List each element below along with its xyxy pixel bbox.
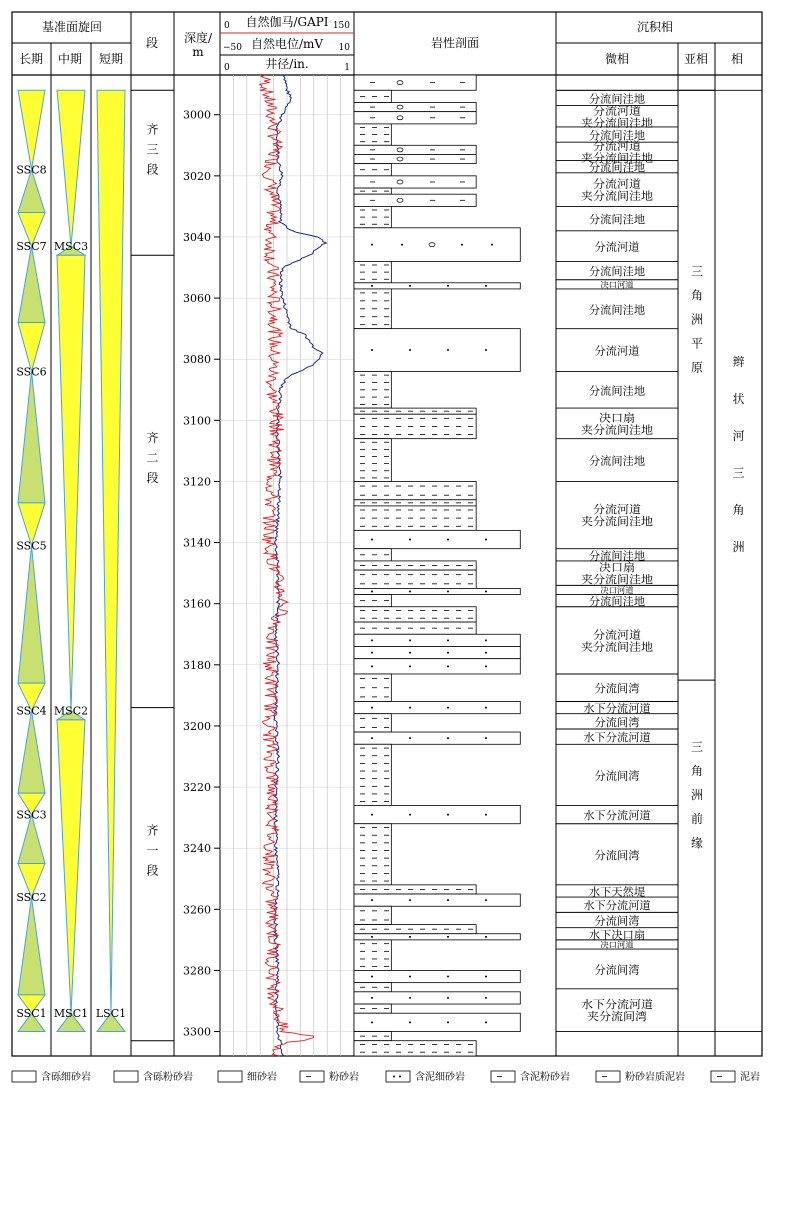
pattern-dot (409, 539, 411, 541)
lithology-bed (354, 659, 520, 674)
microfacies-label-cont: 夹分流间洼地 (581, 515, 647, 529)
legend-label: 细砂岩 (247, 1072, 277, 1083)
microfacies-label: 分流间湾 (594, 914, 639, 928)
pattern-dot (371, 652, 373, 654)
mid_cycles-rising-half (57, 255, 85, 710)
header-gr-max: 150 (332, 21, 350, 31)
legend-label: 泥岩 (740, 1072, 760, 1083)
header-cal-label: 井径/in. (265, 57, 309, 71)
header-long: 长期 (18, 52, 44, 66)
subfacies-label: 三角洲平原 (689, 265, 704, 386)
microfacies-label-cont: 夹分流间洼地 (581, 151, 647, 165)
pattern-dot (409, 349, 411, 351)
legend-item (491, 1070, 570, 1083)
depth-tick-label: 3060 (183, 292, 211, 306)
long_cycles-falling-half (18, 546, 45, 684)
lithology-bed (354, 906, 391, 924)
long_cycles-falling-half (18, 711, 45, 794)
microfacies-label: 分流间湾 (594, 715, 639, 729)
depth-tick-label: 3300 (183, 1025, 211, 1039)
microfacies-label: 分流河道 (593, 628, 637, 642)
depth-tick-label: 3080 (183, 353, 211, 367)
pattern-dot (447, 1021, 449, 1023)
lithology-bed (354, 970, 520, 982)
microfacies-label: 分流间洼地 (588, 213, 644, 227)
microfacies-label: 分流间湾 (594, 769, 639, 783)
pattern-dot (401, 244, 403, 246)
pattern-dot (491, 244, 493, 246)
pattern-dot (399, 1076, 401, 1078)
header-cal-min: 0 (224, 63, 230, 73)
long_cycles-label: SSC3 (16, 808, 47, 822)
lithology-bed (354, 646, 520, 658)
pattern-dot (485, 652, 487, 654)
pattern-dot (371, 976, 373, 978)
mid_cycles-rising-half (57, 90, 85, 246)
depth-tick-label: 3000 (183, 108, 211, 122)
long_cycles-label: SSC5 (16, 539, 47, 553)
microfacies-label: 决口河道 (600, 279, 634, 290)
pattern-dot (485, 639, 487, 641)
legend (12, 1070, 760, 1083)
header-gr-min: 0 (224, 21, 230, 31)
header-facies: 沉积相 (636, 20, 674, 34)
lithology-bed (354, 1013, 520, 1031)
microfacies-label: 分流间洼地 (588, 595, 644, 609)
microfacies-label: 水下分流河道 (583, 702, 650, 716)
pattern-dot (371, 899, 373, 901)
lithology-bed (354, 1041, 476, 1056)
microfacies-label: 分流河道 (593, 104, 637, 118)
header-micro: 微相 (604, 52, 630, 66)
pattern-dot (371, 707, 373, 709)
pattern-dot (409, 707, 411, 709)
subfacies-label: 三角洲前缘 (689, 740, 704, 861)
pattern-dot (371, 539, 373, 541)
microfacies-label: 决口河道 (600, 939, 634, 950)
microfacies-label: 分流河道 (593, 177, 637, 191)
legend-item (386, 1070, 465, 1083)
pattern-dot (409, 285, 411, 287)
pattern-dot (409, 590, 411, 592)
lithology-bed (354, 481, 476, 499)
microfacies-label-cont: 夹分流间洼地 (581, 423, 647, 437)
microfacies-label: 水下分流河道 (581, 998, 647, 1012)
mid_cycles-label: MSC3 (53, 240, 89, 254)
long_cycles-label: SSC6 (16, 365, 47, 379)
microfacies-label: 分流间洼地 (588, 129, 644, 143)
pattern-dot (485, 976, 487, 978)
pattern-dot (409, 652, 411, 654)
lithology-bed (354, 588, 520, 594)
header-sp-label: 自然电位/mV (250, 37, 324, 51)
pattern-dot (485, 707, 487, 709)
microfacies-label: 决口扇 (599, 411, 632, 425)
depth-tick-label: 3140 (183, 536, 211, 550)
microfacies-label: 水下分流河道 (583, 899, 650, 913)
depth-tick-label: 3240 (183, 842, 211, 856)
microfacies-label: 分流间洼地 (588, 265, 644, 279)
microfacies-label: 分流间洼地 (588, 92, 644, 106)
lithology-bed (354, 992, 520, 1004)
long_cycles-label: SSC1 (16, 1007, 47, 1021)
pattern-dot (485, 814, 487, 816)
facies-label: 辫状河三角洲 (731, 355, 745, 578)
depth-tick-label: 3260 (183, 903, 211, 917)
pattern-dot (409, 899, 411, 901)
depth-tick-label: 3040 (183, 230, 211, 244)
microfacies-label-cont: 夹分流间洼地 (581, 189, 647, 203)
lithology-bed (354, 283, 520, 289)
microfacies-label: 水下分流河道 (583, 809, 650, 823)
legend-swatch (218, 1071, 242, 1082)
log-tracks (220, 75, 354, 1056)
legend-label: 含泥粉砂岩 (520, 1072, 570, 1083)
long_cycles-rising-half (18, 90, 45, 169)
subfacies-column (678, 90, 745, 860)
microfacies-label: 分流间湾 (594, 682, 639, 696)
lithology-bed (354, 228, 520, 262)
pattern-dot (371, 639, 373, 641)
lithology-bed (354, 701, 520, 713)
pattern-dot (447, 707, 449, 709)
lithology-bed (354, 934, 520, 940)
pattern-dot (447, 285, 449, 287)
segment-label: 齐三段 (145, 122, 159, 183)
header-sp-min: −50 (223, 43, 242, 53)
header-sub: 亚相 (683, 52, 709, 66)
legend-item (596, 1070, 685, 1083)
microfacies-label-cont: 夹分流间湾 (587, 1010, 642, 1024)
pattern-dot (409, 976, 411, 978)
microfacies-label: 水下天然堤 (588, 885, 644, 899)
depth-tick-label: 3020 (183, 169, 211, 183)
microfacies-label: 水下分流河道 (583, 731, 650, 745)
pattern-dot (409, 814, 411, 816)
lithology-bed (354, 744, 391, 805)
microfacies-label: 水下决口扇 (588, 928, 644, 942)
mid_cycles-rising-half (57, 720, 85, 1013)
microfacies-label: 分流间洼地 (588, 161, 644, 175)
lithology-bed (354, 805, 520, 823)
depth-tick-label: 3180 (183, 658, 211, 672)
depth-column (183, 109, 220, 1039)
legend-label: 含砾细砂岩 (41, 1072, 91, 1083)
microfacies-label: 分流间洼地 (588, 549, 644, 563)
lithology-bed (354, 329, 520, 372)
lithology-bed (354, 824, 391, 885)
pattern-dot (447, 639, 449, 641)
legend-swatch (596, 1071, 620, 1082)
microfacies-label-cont: 夹分流间洼地 (581, 640, 647, 654)
depth-tick-label: 3100 (183, 414, 211, 428)
short_cycles-label: LSC1 (95, 1007, 127, 1021)
microfacies-label: 分流河道 (593, 139, 637, 153)
pattern-dot (447, 349, 449, 351)
short_cycles-rising-half (97, 90, 125, 1013)
long_cycles-label: SSC2 (16, 891, 47, 905)
long_cycles-label: SSC4 (16, 704, 47, 718)
lithology-bed (354, 439, 391, 482)
long_cycles-label: SSC8 (16, 163, 47, 177)
header-segment: 段 (145, 36, 159, 50)
long_cycles-falling-half (18, 815, 45, 864)
microfacies-label: 分流间洼地 (588, 303, 644, 317)
pattern-dot (447, 936, 449, 938)
pattern-dot (485, 539, 487, 541)
pattern-dot (371, 590, 373, 592)
legend-item (300, 1070, 359, 1083)
pattern-dot (409, 997, 411, 999)
long_cycles-falling-half (18, 371, 45, 502)
pattern-dot (371, 285, 373, 287)
mid_cycles-label: MSC1 (53, 1007, 89, 1021)
long_cycles-label: SSC7 (16, 240, 47, 254)
pattern-dot (447, 814, 449, 816)
lithology-bed (354, 570, 476, 588)
pattern-dot (485, 737, 487, 739)
header-mid: 中期 (57, 52, 83, 66)
pattern-dot (409, 639, 411, 641)
legend-item (12, 1070, 91, 1083)
pattern-dot (447, 997, 449, 999)
microfacies-label-cont: 夹分流间洼地 (581, 116, 647, 130)
microfacies-label: 分流河道 (594, 240, 639, 254)
long_cycles-falling-half (18, 897, 45, 995)
header-gr-label: 自然伽马/GAPI (245, 15, 329, 29)
lithology-bed (354, 530, 520, 548)
microfacies-label: 分流间湾 (594, 963, 639, 977)
lithology-bed (354, 634, 520, 646)
long_cycles-falling-half (18, 246, 45, 322)
legend-swatch (711, 1071, 735, 1082)
cycle-columns (16, 90, 126, 1031)
segment-label: 齐二段 (145, 431, 159, 492)
legend-label: 粉砂岩质泥岩 (625, 1072, 685, 1083)
lithology-column (354, 75, 520, 1056)
pattern-dot (447, 652, 449, 654)
legend-item (218, 1070, 277, 1083)
depth-tick-label: 3280 (183, 964, 211, 978)
pattern-dot (447, 539, 449, 541)
depth-tick-label: 3120 (183, 475, 211, 489)
lithology-bed (354, 940, 391, 971)
segment-label: 齐一段 (145, 824, 159, 885)
pattern-dot (485, 997, 487, 999)
header-depth-line1: 深度/ (183, 31, 213, 45)
pattern-dot (485, 285, 487, 287)
pattern-dot (447, 665, 449, 667)
legend-swatch (300, 1071, 324, 1082)
pattern-dot (447, 976, 449, 978)
pattern-dot (461, 244, 463, 246)
pattern-dot (409, 665, 411, 667)
legend-label: 含泥细砂岩 (415, 1072, 465, 1083)
pattern-dot (371, 665, 373, 667)
header-base-cycle: 基准面旋回 (41, 20, 103, 34)
pattern-dot (447, 590, 449, 592)
pattern-dot (371, 737, 373, 739)
legend-label: 含砾粉砂岩 (143, 1072, 193, 1083)
pattern-dot (485, 590, 487, 592)
depth-tick-label: 3160 (183, 597, 211, 611)
pattern-dot (485, 349, 487, 351)
mid_cycles-label: MSC2 (53, 704, 89, 718)
legend-item (711, 1070, 760, 1083)
header-lith: 岩性剖面 (430, 36, 480, 50)
microfacies-label: 决口扇 (599, 561, 632, 575)
lithology-bed (354, 714, 391, 732)
header-sp-max: 10 (338, 43, 350, 53)
microfacies-label: 分流河道 (593, 503, 637, 517)
legend-swatch (12, 1071, 36, 1082)
pattern-dot (409, 1021, 411, 1023)
legend-item (114, 1070, 193, 1083)
lithology-bed (354, 732, 520, 744)
microfacies-label: 分流河道 (594, 344, 639, 358)
microfacies-label: 决口河道 (600, 585, 634, 596)
lithology-bed (354, 894, 520, 906)
long_cycles-rising-half (18, 323, 45, 372)
pattern-dot (371, 1021, 373, 1023)
depth-tick-label: 3220 (183, 781, 211, 795)
header-phase: 相 (730, 52, 744, 66)
header-depth-line2: m (192, 45, 204, 59)
pattern-dot (485, 665, 487, 667)
pattern-dot (409, 737, 411, 739)
pattern-dot (447, 899, 449, 901)
pattern-dot (371, 349, 373, 351)
pattern-dot (371, 814, 373, 816)
pattern-dot (371, 997, 373, 999)
lithology-bed (354, 607, 476, 622)
header-cal-max: 1 (344, 63, 350, 73)
segment-column (131, 90, 174, 1040)
legend-swatch (386, 1071, 410, 1082)
pattern-dot (447, 737, 449, 739)
legend-label: 粉砂岩 (329, 1072, 359, 1083)
pattern-dot (485, 1021, 487, 1023)
legend-swatch (114, 1071, 138, 1082)
pattern-dot (393, 1076, 395, 1078)
pattern-dot (371, 936, 373, 938)
pattern-dot (485, 936, 487, 938)
depth-tick-label: 3200 (183, 719, 211, 733)
header-short: 短期 (98, 52, 124, 66)
pattern-dot (485, 899, 487, 901)
microfacies-label-cont: 夹分流间洼地 (581, 573, 647, 587)
microfacies-label: 分流间洼地 (588, 384, 644, 398)
microfacies-label: 分流间洼地 (588, 454, 644, 468)
pattern-dot (409, 936, 411, 938)
pattern-dot (371, 244, 373, 246)
legend-swatch (491, 1071, 515, 1082)
microfacies-label: 分流间湾 (594, 848, 639, 862)
